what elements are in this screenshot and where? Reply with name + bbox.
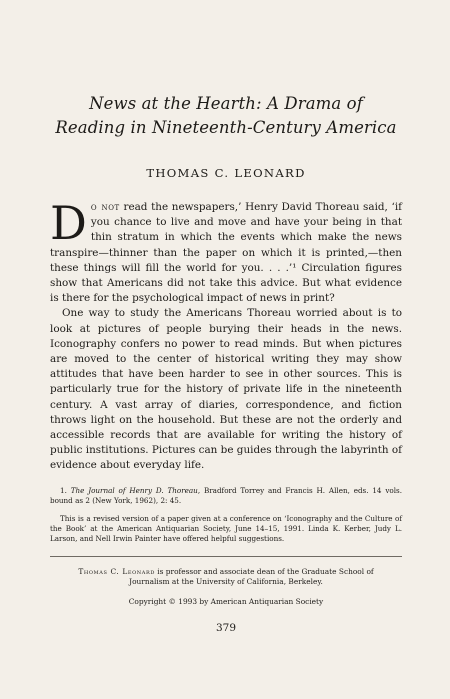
- paragraph-1: [50, 196, 402, 306]
- author-bio: [76, 567, 376, 587]
- revision-note: This is a revised version of a paper given at a conference on ‘Iconography and the Culture of the Book’ at the American Antiquarian Society, June 14–15, 1991. Linda K. Kerber, Judy L. Larson, and Nell Irwin Painter have offered helpful suggestions.: [50, 513, 402, 543]
- drop-cap: D: [50, 196, 87, 250]
- paragraph-2: One way to study the Americans Thoreau worried about is to look at pictures of people burying their heads in the news. Iconography confers no power to read minds. But when pictures are moved to the center of historical writing they may show attitudes that have been harder to see in other sources. This is particularly true for the history of private life in the nineteenth century. A vast array of diaries, correspondence, and fiction throws light on the household. But these are not the orderly and accessible records that are available for writing the history of public institutions. Pictures can be guides through the labyrinth of evidence about everyday life.: [50, 307, 402, 472]
- bio-text: is professor and associate dean of the Graduate School of Journalism at the University of California, Berkeley.: [129, 566, 374, 586]
- author-name: THOMAS C. LEONARD: [146, 166, 306, 180]
- title-line-1: News at the Hearth: A Drama of: [89, 94, 363, 113]
- article-body: [50, 196, 402, 474]
- paragraph-1-text: read the newspapers,’ Henry David Thoreau said, ‘if you chance to live and move and have your being in that thin stratum in which the events which make the news transpire—thinner than the paper on which it is printed,—then these things will fill the world for you. . . .’¹ Circulation figures show that Americans did not take this advice. But what evidence is there for the psychological impact of news in print?: [50, 201, 402, 305]
- journal-page: [50, 92, 402, 634]
- footnote-1-number: 1.: [60, 485, 71, 495]
- bio-name: Thomas C. Leonard: [78, 566, 155, 576]
- footnote-1-title: The Journal of Henry D. Thoreau: [70, 485, 198, 495]
- article-title: [50, 92, 402, 140]
- page-number: 379: [215, 621, 237, 634]
- footnote-1: [50, 486, 402, 506]
- opening-small-caps: o not: [90, 201, 120, 213]
- title-line-2: Reading in Nineteenth-Century America: [55, 118, 397, 137]
- footnotes: [50, 486, 402, 544]
- divider: [50, 556, 402, 557]
- copyright-line: Copyright © 1993 by American Antiquarian Society: [128, 596, 324, 606]
- footnote-1-details: , Bradford Torrey and Francis H. Allen, eds. 14 vols. bound as 2 (New York, 1962), 2: 45.: [50, 485, 402, 505]
